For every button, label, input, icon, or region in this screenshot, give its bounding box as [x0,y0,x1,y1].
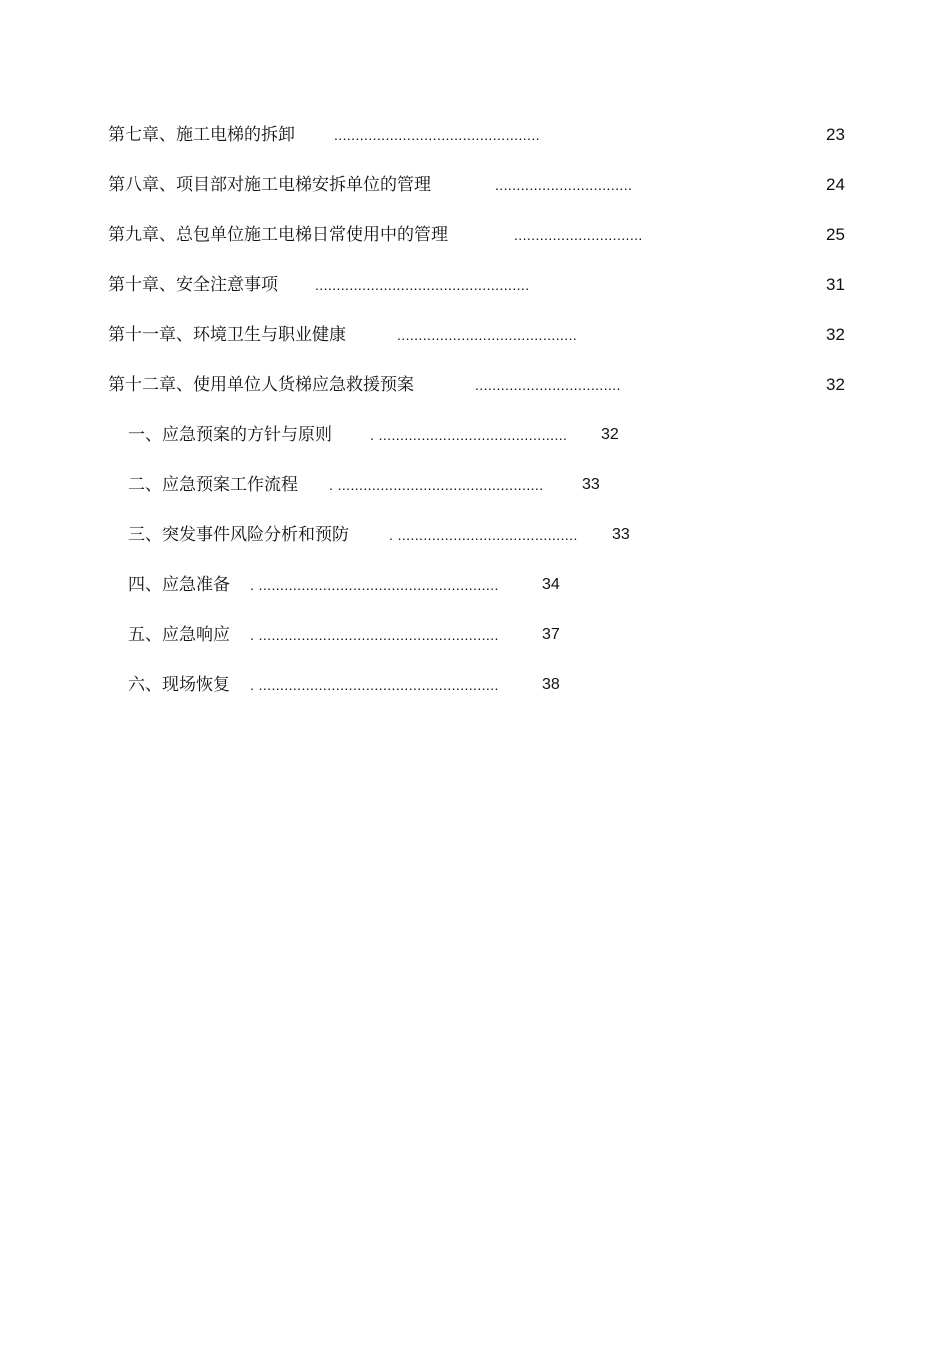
toc-dot-leader: . ........................................................ [250,627,499,643]
toc-entry-title: 五、应急响应 [128,625,230,645]
toc-entry-title: 四、应急准备 [128,575,230,595]
toc-entry-section-4[interactable] [0,573,950,597]
toc-page-number: 33 [582,476,600,493]
toc-page-number: 32 [601,426,619,443]
toc-entry-title: 第九章、总包单位施工电梯日常使用中的管理 [108,225,448,245]
toc-dot-leader: .......................................... [397,327,578,343]
toc-entry-chapter-11[interactable] [0,323,950,347]
toc-entry-chapter-7[interactable] [0,123,950,147]
toc-entry-section-2[interactable] [0,473,950,497]
toc-entry-title: 第十一章、环境卫生与职业健康 [108,325,346,345]
toc-entry-chapter-9[interactable] [0,223,950,247]
toc-page-number: 37 [542,626,560,643]
toc-entry-section-1[interactable] [0,423,950,447]
toc-page-number: 24 [826,175,845,194]
toc-page-number: 32 [826,375,845,394]
toc-page-number: 25 [826,225,845,244]
toc-entry-chapter-10[interactable] [0,273,950,297]
toc-entry-section-3[interactable] [0,523,950,547]
toc-dot-leader: ................................................ [334,127,540,143]
toc-dot-leader: . ........................................................ [250,677,499,693]
toc-page-number: 33 [612,526,630,543]
toc-entry-title: 第十章、安全注意事项 [108,275,278,295]
toc-dot-leader: . ............................................ [370,427,568,443]
toc-entry-title: 第十二章、使用单位人货梯应急救援预案 [108,375,414,395]
toc-entry-title: 第八章、项目部对施工电梯安拆单位的管理 [108,175,431,195]
toc-dot-leader: . ........................................................ [250,577,499,593]
toc-page-number: 32 [826,325,845,344]
toc-page-number: 38 [542,676,560,693]
toc-entry-chapter-12[interactable] [0,373,950,397]
toc-page-number: 34 [542,576,560,593]
toc-page-number: 31 [826,275,845,294]
toc-page-number: 23 [826,125,845,144]
toc-entry-title: 三、突发事件风险分析和预防 [128,525,349,545]
toc-entry-title: 一、应急预案的方针与原则 [128,425,332,445]
toc-dot-leader: .............................. [514,227,643,243]
toc-entry-chapter-8[interactable] [0,173,950,197]
toc-entry-title: 二、应急预案工作流程 [128,475,298,495]
toc-entry-section-6[interactable] [0,673,950,697]
toc-dot-leader: . .......................................... [389,527,578,543]
toc-entry-section-5[interactable] [0,623,950,647]
toc-dot-leader: ................................ [495,177,633,193]
toc-dot-leader: . ................................................ [329,477,544,493]
toc-entry-title: 第七章、施工电梯的拆卸 [108,125,295,145]
toc-entry-title: 六、现场恢复 [128,675,230,695]
toc-dot-leader: .................................................. [315,277,530,293]
toc-dot-leader: .................................. [475,377,621,393]
